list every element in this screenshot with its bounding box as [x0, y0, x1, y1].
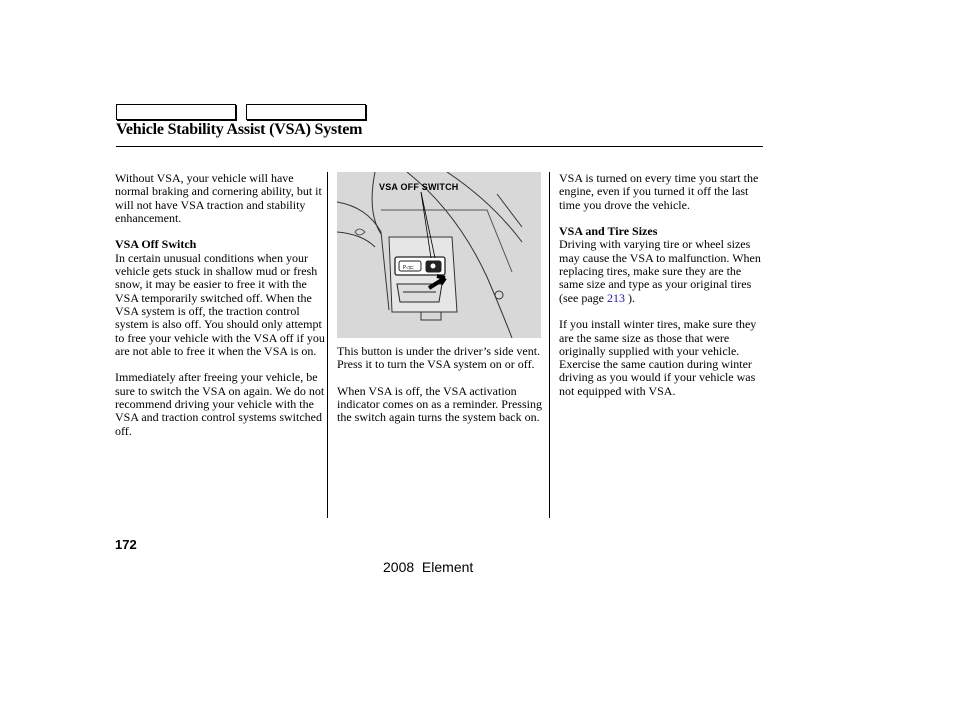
- tire-sizes-text-end: ).: [624, 290, 635, 305]
- page-213-link[interactable]: 213: [606, 290, 625, 305]
- column-left: [115, 172, 325, 451]
- svg-text:P◁⊏: P◁⊏: [403, 265, 415, 271]
- intro-paragraph: Without VSA, your vehicle will have normal braking and cornering ability, but it will not have VSA traction and stability enhancement.: [115, 171, 322, 225]
- winter-tires-paragraph: If you install winter tires, make sure they are the same size as those that were originally supplied with your vehicle. Exercise the same caution during winter driving as you would if your vehicle was not equipped with VSA.: [559, 317, 757, 398]
- title-rule: [116, 146, 763, 147]
- vsa-off-switch-paragraph: In certain unusual conditions when your vehicle gets stuck in shallow mud or fresh snow, it may be easier to free it with the VSA temporarily switched off. When the VSA system is off, the traction control system is also off. You should only attempt to free your vehicle with the VSA off if you are not able to free it when the VSA is on.: [115, 250, 325, 358]
- tire-sizes-paragraph: [559, 238, 765, 304]
- indicator-paragraph: When VSA is off, the VSA activation indicator comes on as a reminder. Pressing the switch again turns the system back on.: [337, 383, 542, 425]
- tire-sizes-text: Driving with varying tire or wheel sizes may cause the VSA to malfunction. When replacing tires, make sure they are the same size and type as your original tires (see page: [559, 237, 761, 305]
- section-heading-tire-sizes: VSA and Tire Sizes: [559, 224, 658, 239]
- vsa-switch-illustration: [337, 172, 541, 338]
- footer-model: 2008 Element: [383, 559, 474, 575]
- column-middle: [337, 345, 547, 438]
- vsa-on-paragraph: VSA is turned on every time you start the engine, even if you turned it off the last time you drove the vehicle.: [559, 171, 759, 212]
- column-right: [559, 172, 765, 411]
- figure-callout-label: VSA OFF SWITCH: [379, 182, 459, 192]
- button-location-paragraph: This button is under the driver’s side vent. Press it to turn the VSA system on or off.: [337, 344, 541, 372]
- freeing-vehicle-paragraph: Immediately after freeing your vehicle, be sure to switch the VSA on again. We do not recommend driving your vehicle with the VSA and traction control systems switched off.: [115, 370, 325, 438]
- dashboard-drawing: [337, 172, 541, 338]
- column-divider-1: [327, 172, 328, 518]
- column-divider-2: [549, 172, 550, 518]
- nav-button-previous-section[interactable]: [116, 104, 236, 120]
- page-number: 172: [115, 537, 137, 552]
- page-title: Vehicle Stability Assist (VSA) System: [116, 121, 363, 138]
- section-heading-vsa-off-switch: VSA Off Switch: [115, 237, 197, 252]
- nav-button-next-section[interactable]: [246, 104, 366, 120]
